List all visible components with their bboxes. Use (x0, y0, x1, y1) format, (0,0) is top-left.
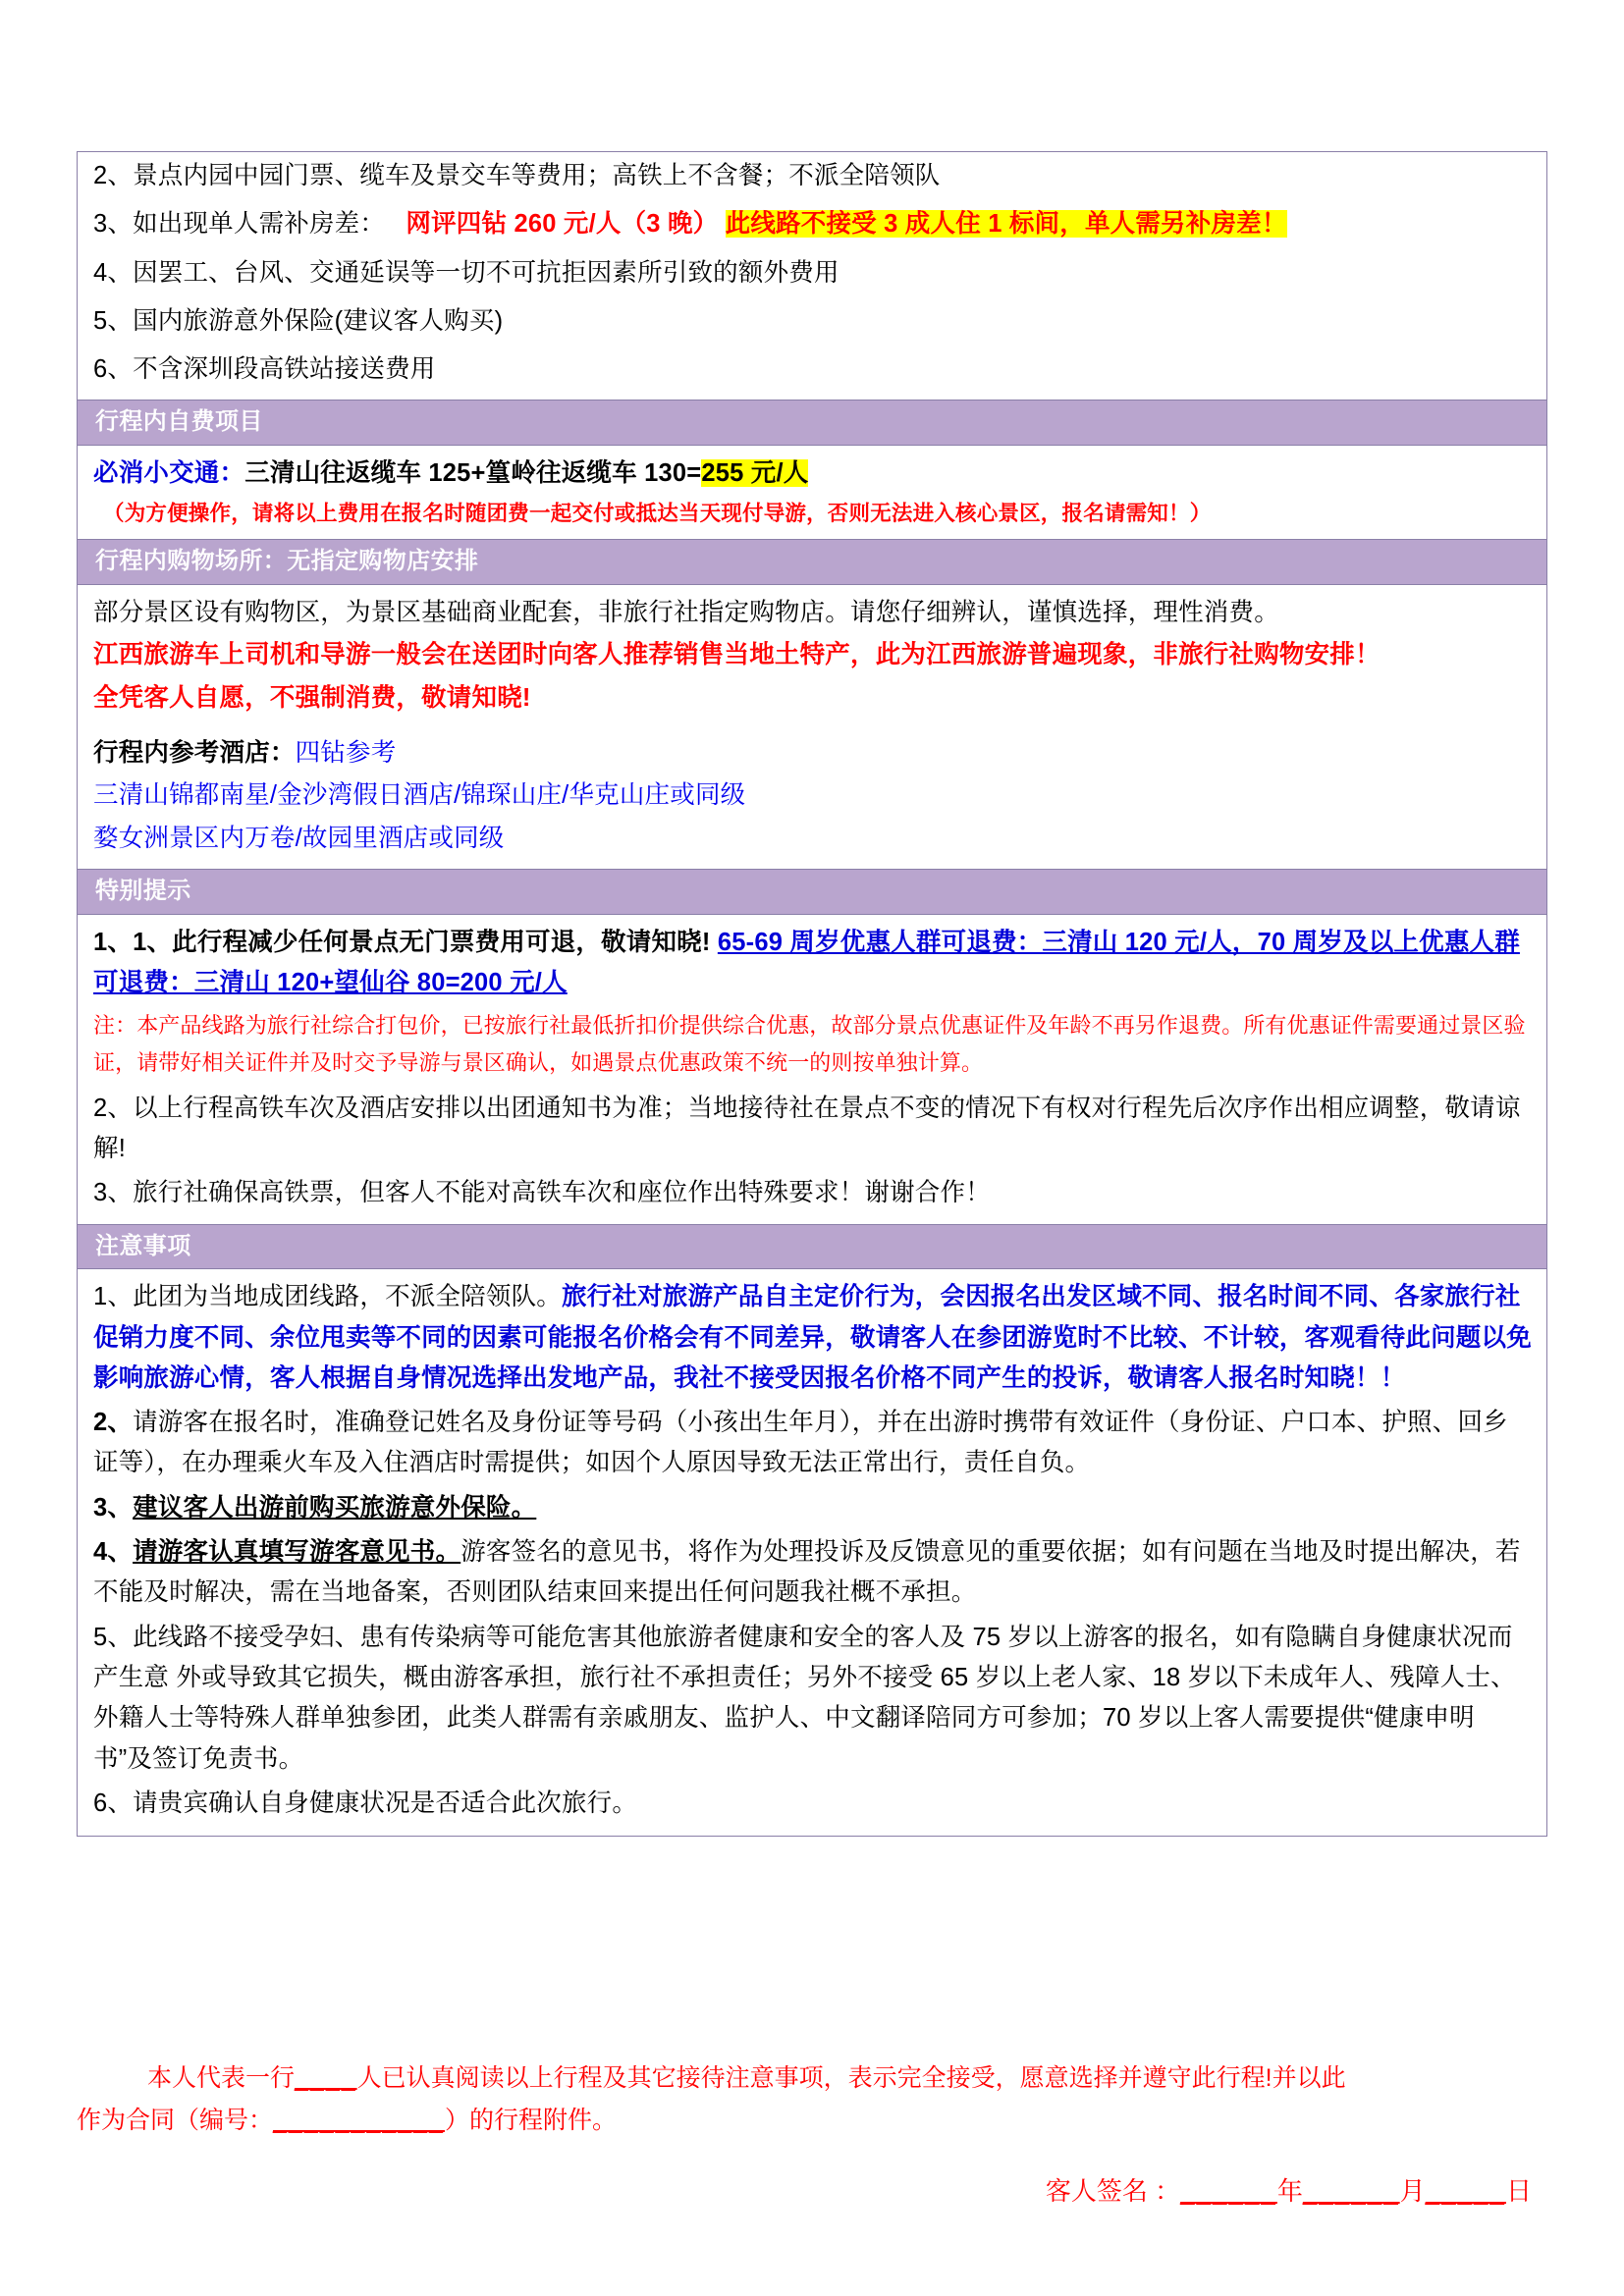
shopping-red-line-2 (78, 677, 1546, 727)
self-pay-label: 必消小交通： (93, 459, 245, 488)
self-pay-line (78, 446, 1546, 496)
hotel-line-1 (78, 774, 1546, 817)
attention-item-4-bold: 请游客认真填写游客意见书。 (133, 1538, 461, 1567)
special-notice-item-3 (78, 1171, 1546, 1223)
signature-day-char: 日 (1505, 2176, 1532, 2206)
signature-blank-year: ______ (1180, 2176, 1277, 2206)
signature-year-char: 年 (1276, 2176, 1303, 2206)
special-notice-item-1-black: 1、1、此行程减少任何景点无门票费用可退，敬请知晓! (93, 928, 711, 956)
closing-line-1-a: 本人代表一行 (147, 2064, 296, 2092)
special-notice-item-2-text: 2、以上行程高铁车次及酒店安排以出团通知书为准；当地接待社在景点不变的情况下有权对行程先后次序作出相应调整，敬请谅解! (93, 1094, 1521, 1162)
exclusion-item-4 (78, 249, 1546, 297)
attention-item-3 (78, 1486, 1546, 1530)
special-notice-item-3-text: 3、旅行社确保高铁票，但客人不能对高铁车次和座位作出特殊要求！谢谢合作！ (93, 1179, 991, 1207)
signature-blank-month: ______ (1302, 2176, 1400, 2206)
itinerary-table (77, 151, 1547, 1837)
attention-item-5 (78, 1616, 1546, 1782)
shopping-black-line (78, 585, 1546, 634)
attention-item-4-rest: 游客签名的意见书，将作为处理投诉及反馈意见的重要依据；如有问题在当地及时提出解决，若不能及时解决，需在当地备案，否则团队结束回来提出任何问题我社概不承担。 (93, 1538, 1521, 1607)
attention-item-1-blue: 旅行社对旅游产品自主定价行为，会因报名出发区域不同、报名时间不同、各家旅行社促销力度不同、余位甩卖等不同的因素可能报名价格会有不同差异，敬请客人在参团游览时不比较、不计较，客观看待此问题以免影响旅游心情，客人根据自身情况选择出发地产品，我社不接受因报名价格不同产生的投诉，敬请客人报名时知晓！！ (93, 1283, 1532, 1392)
attention-item-5-text: 5、此线路不接受孕妇、患有传染病等可能危害其他旅游者健康和安全的客人及 75 岁以上游客的报名，如有隐瞒自身健康状况而产生意 外或导致其它损失，概由游客承担，旅行社不承担责任；另外不接受 65 岁以上老人家、18 岁以下未成年人、残障人士、外籍人士等特殊人群单独参团，此类人群需有亲戚朋友、监护人、中文翻译陪同方可参加；70 岁以上客人需要提供“健康申明书”及签订免责书。 (93, 1623, 1516, 1773)
exclusion-item-5-text: 5、国内旅游意外保险(建议客人购买) (93, 306, 504, 335)
section-header-shopping: 行程内购物场所：无指定购物店安排 (78, 539, 1546, 585)
shopping-red-text-1: 江西旅游车上司机和导游一般会在送团时向客人推荐销售当地土特产，此为江西旅游普遍现象，非旅行社购物安排！ (93, 641, 1380, 669)
attention-item-2 (78, 1401, 1546, 1486)
exclusion-item-3-prefix: 3、如出现单人需补房差： (93, 210, 386, 239)
exclusion-item-3-highlight: 此线路不接受 3 成人住 1 标间，单人需另补房差！ (725, 210, 1287, 239)
closing-line-1-blank: ____ (295, 2064, 357, 2092)
exclusion-item-2 (78, 152, 1546, 200)
self-pay-note (78, 497, 1546, 540)
hotel-level: 四钻参考 (295, 738, 397, 767)
attention-item-6 (78, 1782, 1546, 1836)
guest-signature-line (77, 2171, 1549, 2208)
closing-line-2-a: 作为合同（编号： (77, 2107, 274, 2134)
closing-line-1 (77, 2057, 1549, 2100)
self-pay-body: 三清山往返缆车 125+篁岭往返缆车 130= (244, 459, 702, 488)
exclusion-item-6 (78, 346, 1546, 400)
attention-item-4 (78, 1530, 1546, 1616)
exclusion-item-3-red: 网评四钻 260 元/人（3 晚） (406, 210, 719, 239)
section-header-special-notice: 特别提示 (78, 869, 1546, 915)
special-notice-red-note-text: 注：本产品线路为旅行社综合打包价，已按旅行社最低折扣价提供综合优惠，故部分景点优惠证件及年龄不再另作退费。所有优惠证件需要通过景区验证，请带好相关证件并及时交予导游与景区确认，如遇景点优惠政策不统一的则按单独计算。 (93, 1013, 1526, 1076)
attention-item-6-text: 6、请贵宾确认自身健康状况是否适合此次旅行。 (93, 1789, 638, 1817)
closing-line-2-b: ）的行程附件。 (444, 2107, 617, 2134)
hotel-line-1-text: 三清山锦都南星/金沙湾假日酒店/锦琛山庄/华克山庄或同级 (93, 781, 746, 810)
special-notice-item-1 (78, 915, 1546, 1006)
exclusion-item-6-text: 6、不含深圳段高铁站接送费用 (93, 355, 436, 384)
special-notice-item-1-blue: 65-69 周岁优惠人群可退费：三清山 120 元/人，70 周岁及以上优惠人群可退费：三清山 120+望仙谷 80=200 元/人 (93, 928, 1520, 996)
self-pay-note-text: （为方便操作，请将以上费用在报名时随团费一起交付或抵达当天现付导游，否则无法进入核心景区，报名请需知！） (103, 501, 1212, 525)
attention-item-2-text: 请游客在报名时，准确登记姓名及身份证等号码（小孩出生年月），并在出游时携带有效证件（身份证、户口本、护照、回乡证等），在办理乘火车及入住酒店时需提供；如因个人原因导致无法正常出行，责任自负。 (93, 1409, 1508, 1477)
special-notice-red-note (78, 1005, 1546, 1085)
self-pay-highlight: 255 元/人 (701, 459, 809, 488)
attention-item-4-number: 4、 (93, 1538, 134, 1567)
hotel-label-line (78, 727, 1546, 774)
exclusion-item-2-text: 2、景点内园中园门票、缆车及景交车等费用；高铁上不含餐；不派全陪领队 (93, 162, 941, 189)
signature-month-char: 月 (1399, 2176, 1426, 2206)
hotel-line-2 (78, 818, 1546, 869)
shopping-red-text-2: 全凭客人自愿，不强制消费，敬请知晓! (93, 683, 531, 712)
closing-line-2-blank: ___________ (273, 2107, 445, 2134)
guest-signature-label: 客人签名 ： (1045, 2176, 1181, 2206)
closing-line-2 (77, 2100, 1549, 2142)
shopping-red-line-1 (78, 634, 1546, 676)
section-header-self-pay: 行程内自费项目 (78, 400, 1546, 446)
hotel-line-2-text: 婺女洲景区内万卷/故园里酒店或同级 (93, 824, 505, 852)
shopping-black-text: 部分景区设有购物区，为景区基础商业配套，非旅行社指定购物店。请您仔细辨认，谨慎选择，理性消费。 (93, 599, 1279, 627)
hotel-label: 行程内参考酒店： (93, 738, 296, 767)
special-notice-item-2 (78, 1085, 1546, 1172)
attention-item-1-black: 1、此团为当地成团线路，不派全陪领队。 (93, 1283, 562, 1311)
attention-item-2-number: 2、 (93, 1409, 134, 1437)
closing-paragraph (77, 2057, 1549, 2142)
attention-item-3-number: 3、 (93, 1493, 134, 1522)
signature-blank-day: _____ (1425, 2176, 1506, 2206)
exclusion-item-5 (78, 297, 1546, 346)
exclusion-item-3 (78, 200, 1546, 248)
attention-item-1 (78, 1269, 1546, 1401)
exclusion-item-4-text: 4、因罢工、台风、交通延误等一切不可抗拒因素所引致的额外费用 (93, 258, 839, 287)
section-header-attention: 注意事项 (78, 1224, 1546, 1270)
closing-line-1-b: 人已认真阅读以上行程及其它接待注意事项，表示完全接受，愿意选择并遵守此行程!并以此 (356, 2064, 1346, 2092)
attention-item-3-text: 建议客人出游前购买旅游意外保险。 (133, 1493, 537, 1522)
